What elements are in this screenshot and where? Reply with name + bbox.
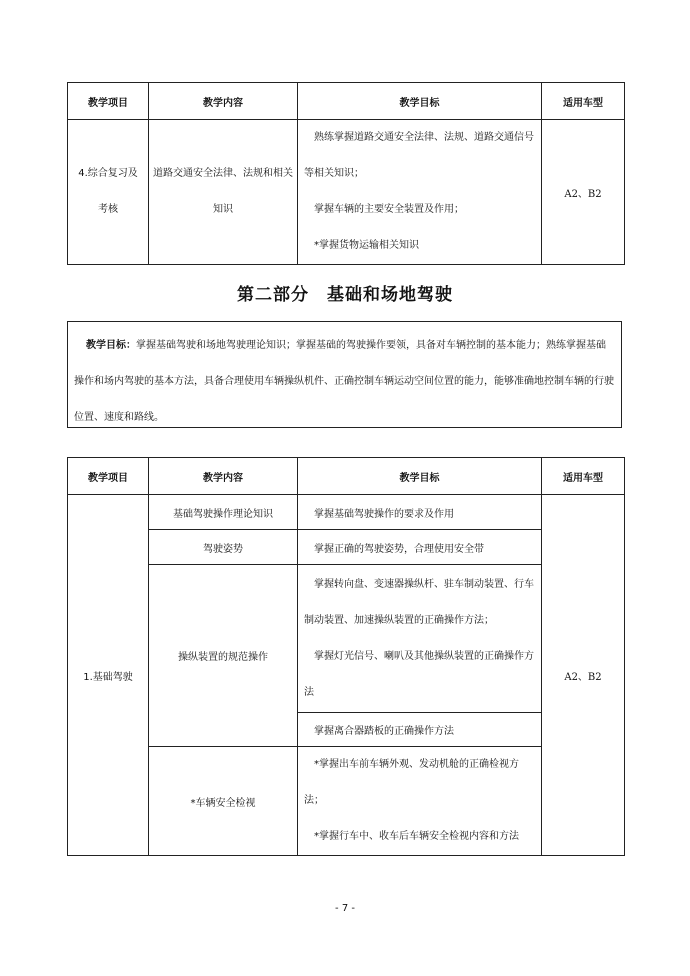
header-project: 教学项目 <box>68 458 149 495</box>
part-title <box>0 280 690 305</box>
goal-cell <box>298 565 542 713</box>
project-cell: 1.基础驾驶 <box>68 495 149 856</box>
objective-label: 教学目标： <box>86 340 136 351</box>
goal-text: 掌握灯光信号、喇叭及其他操纵装置的正确操作方法 <box>304 650 534 698</box>
goal-cell: 掌握基础驾驶操作的要求及作用 <box>298 495 542 530</box>
goal-text: 掌握车辆的主要安全装置及作用； <box>314 204 464 215</box>
table-comprehensive-review <box>67 82 625 265</box>
page-number: - 7 - <box>335 903 355 914</box>
header-vehicle: 适用车型 <box>542 83 625 120</box>
goal-cell: 掌握正确的驾驶姿势，合理使用安全带 <box>298 530 542 565</box>
goal-text: *掌握行车中、收车后车辆安全检视内容和方法 <box>314 831 519 842</box>
vehicle-cell: A2、B2 <box>542 495 625 856</box>
goal-text: *掌握出车前车辆外观、发动机舱的正确检视方法； <box>304 759 519 806</box>
vehicle-cell: A2、B2 <box>542 120 625 265</box>
project-cell: 4.综合复习及考核 <box>68 120 149 265</box>
goal-cell: 掌握离合器踏板的正确操作方法 <box>298 713 542 747</box>
content-cell: 道路交通安全法律、法规和相关知识 <box>149 120 298 265</box>
header-goal: 教学目标 <box>298 83 542 120</box>
content-cell: 操纵装置的规范操作 <box>149 565 298 747</box>
header-content: 教学内容 <box>149 83 298 120</box>
table-basic-driving <box>67 457 625 856</box>
goal-text: 掌握转向盘、变速器操纵杆、驻车制动装置、行车制动装置、加速操纵装置的正确操作方法； <box>304 578 534 626</box>
part-name: 基础和场地驾驶 <box>327 285 453 305</box>
part-number: 第二部分 <box>237 285 309 305</box>
header-vehicle: 适用车型 <box>542 458 625 495</box>
content-cell: *车辆安全检视 <box>149 747 298 856</box>
content-cell: 驾驶姿势 <box>149 530 298 565</box>
goal-text: *掌握货物运输相关知识 <box>314 240 419 251</box>
content-cell: 基础驾驶操作理论知识 <box>149 495 298 530</box>
header-content: 教学内容 <box>149 458 298 495</box>
header-project: 教学项目 <box>68 83 149 120</box>
goal-cell <box>298 747 542 856</box>
objective-text: 掌握基础驾驶和场地驾驶理论知识；掌握基础的驾驶操作要领，具备对车辆控制的基本能力；熟练掌握基础操作和场内驾驶的基本方法，具备合理使用车辆操纵机件、正确控制车辆运动空间位置的能力，能够准确地控制车辆的行驶位置、速度和路线。 <box>74 340 614 423</box>
goal-text: 熟练掌握道路交通安全法律、法规、道路交通信号等相关知识； <box>304 132 534 179</box>
objective-box <box>67 321 622 428</box>
goal-cell <box>298 120 542 265</box>
header-goal: 教学目标 <box>298 458 542 495</box>
